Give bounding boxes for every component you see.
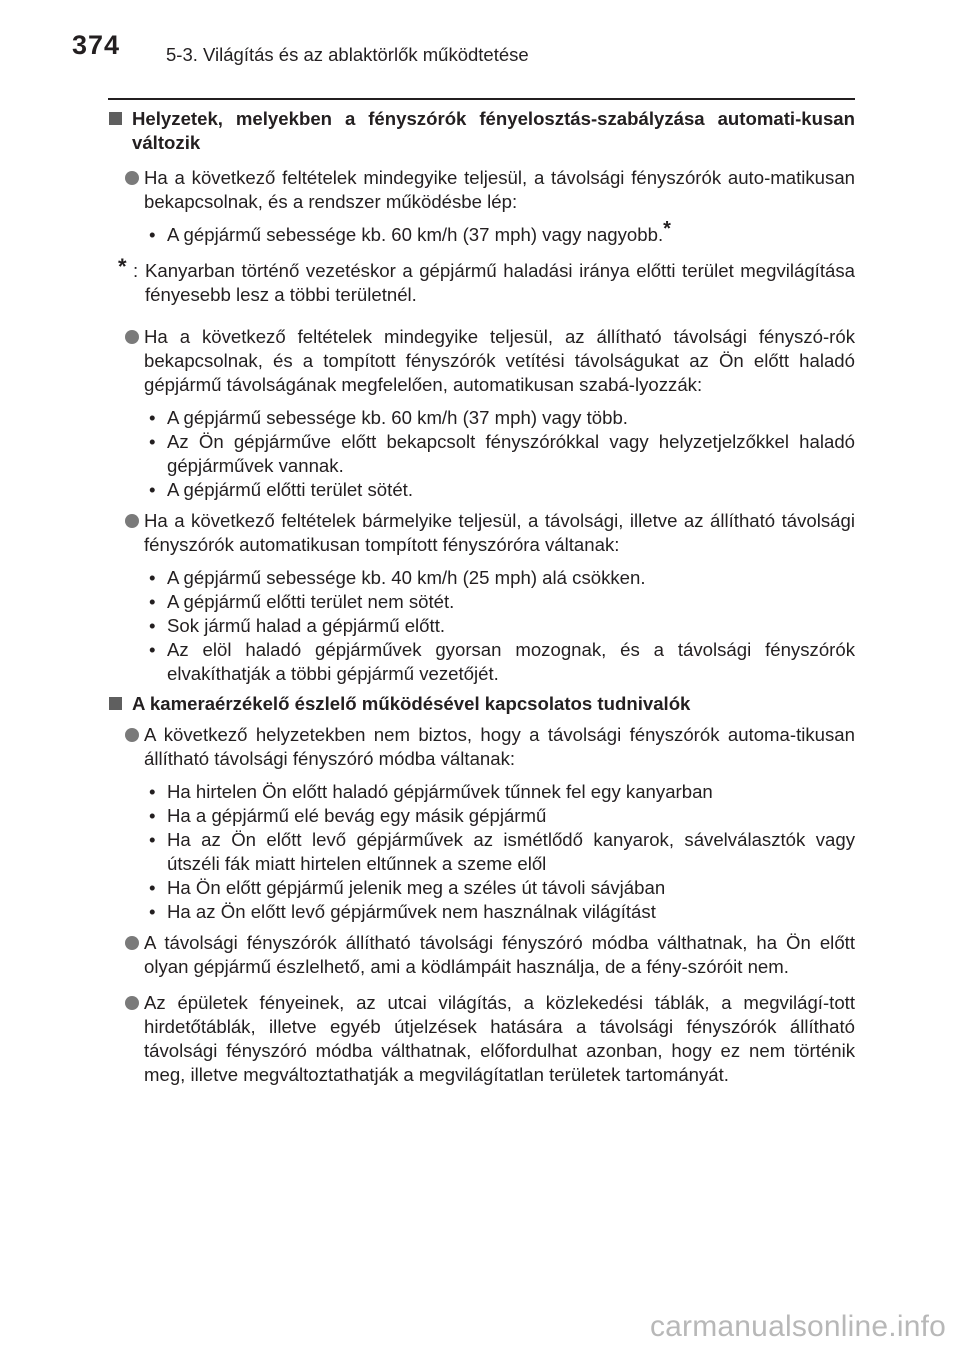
list-item: [107, 218, 855, 247]
bullet-dot-icon: •: [149, 781, 156, 802]
circle-bullet-icon: [125, 936, 139, 950]
circle-item: [107, 723, 855, 771]
bullet-dot-icon: •: [149, 567, 156, 588]
list-item: [107, 566, 855, 590]
bullet-dot-icon: •: [149, 829, 156, 850]
bullet-dot-icon: •: [149, 877, 156, 898]
circle-item-text: Ha a következő feltételek mindegyike teljesül, az állítható távolsági fényszó-rók bekapcsolnak, és a tompított fényszórók vetítési távolságukat az Ön előtt haladó gépjármű távolságának megfelelően, automatikusan szabá-lyozzák:: [144, 326, 855, 395]
footnote-star: *: [118, 254, 127, 279]
circle-item-text: Ha a következő feltételek mindegyike teljesül, a távolsági fényszórók auto-matikusan bekapcsolnak, és a rendszer működésbe lép:: [144, 167, 855, 212]
list-item: [107, 828, 855, 876]
bullet-dot-icon: •: [149, 224, 156, 245]
bullet-list: [107, 218, 855, 247]
list-item: [107, 638, 855, 686]
list-item-text: Ha az Ön előtt levő gépjárművek nem használnak világítást: [167, 901, 656, 922]
footnote-marker: *: [663, 218, 671, 240]
circle-item: [107, 931, 855, 979]
list-item: [107, 478, 855, 502]
list-item-text: A gépjármű sebessége kb. 60 km/h (37 mph) vagy több.: [167, 407, 628, 428]
circle-item-text: A következő helyzetekben nem biztos, hogy a távolsági fényszórók automa-tikusan állítható távolsági fényszóró módba váltanak:: [144, 724, 855, 769]
bullet-dot-icon: •: [149, 805, 156, 826]
circle-item-text: Az épületek fényeinek, az utcai világítás, a közlekedési táblák, a megvilágí-tott hirdetőtáblák, illetve egyéb útjelzések hatására a távolsági fényszórók állítható távolsági fényszóró módba válthatnak, előfordulhat azonban, hogy ez nem történik meg, illetve megváltoztathatják a megvilágítatlan területek tartományát.: [144, 992, 855, 1085]
section-heading: [107, 107, 855, 155]
footnote: [107, 254, 855, 307]
bullet-dot-icon: •: [149, 479, 156, 500]
list-item: [107, 876, 855, 900]
circle-item: [107, 509, 855, 557]
circle-bullet-icon: [125, 514, 139, 528]
list-item: [107, 590, 855, 614]
list-item: [107, 780, 855, 804]
bullet-dot-icon: •: [149, 639, 156, 660]
list-item-text: A gépjármű előtti terület sötét.: [167, 479, 413, 500]
page-content: [107, 107, 855, 1087]
list-item: [107, 406, 855, 430]
list-item-text: Az Ön gépjárműve előtt bekapcsolt fényszórókkal vagy helyzetjelzőkkel haladó gépjárművek vannak.: [167, 431, 855, 476]
list-item-text: Ha hirtelen Ön előtt haladó gépjárművek tűnnek fel egy kanyarban: [167, 781, 713, 802]
bullet-list: [107, 566, 855, 686]
circle-item-text: A távolsági fényszórók állítható távolsági fényszóró módba válthatnak, ha Ön előtt olyan gépjármű észlelhető, ami a ködlámpáit használja, de a fény-szóróit nem.: [144, 932, 855, 977]
bullet-dot-icon: •: [149, 591, 156, 612]
list-item-text: Sok jármű halad a gépjármű előtt.: [167, 615, 446, 636]
section-heading-text: A kameraérzékelő észlelő működésével kapcsolatos tudnivalók: [132, 693, 691, 714]
list-item: [107, 804, 855, 828]
circle-bullet-icon: [125, 171, 139, 185]
chapter-title: 5-3. Világítás és az ablaktörlők működtetése: [166, 44, 529, 65]
list-item: [107, 430, 855, 478]
footnote-text: Kanyarban történő vezetéskor a gépjármű haladási iránya előtti terület megvilágítása fényesebb lesz a többi területnél.: [145, 260, 855, 305]
bullet-list: [107, 406, 855, 502]
page-number: 374: [72, 30, 121, 60]
square-bullet-icon: [109, 112, 122, 125]
circle-item: [107, 991, 855, 1087]
list-item-text: Ha Ön előtt gépjármű jelenik meg a széles út távoli sávjában: [167, 877, 666, 898]
list-item-text: Ha a gépjármű elé bevág egy másik gépjármű: [167, 805, 547, 826]
list-item-text: Ha az Ön előtt levő gépjárművek az ismétlődő kanyarok, sávelválasztók vagy útszéli fák miatt hirtelen eltűnnek a szeme elől: [167, 829, 855, 874]
list-item: [107, 900, 855, 924]
circle-item: [107, 166, 855, 214]
circle-bullet-icon: [125, 330, 139, 344]
square-bullet-icon: [109, 697, 122, 710]
bullet-dot-icon: •: [149, 615, 156, 636]
section-heading: [107, 692, 855, 716]
circle-item-text: Ha a következő feltételek bármelyike teljesül, a távolsági, illetve az állítható távolsági fényszórók automatikusan tompított fényszóróra váltanak:: [144, 510, 855, 555]
bullet-dot-icon: •: [149, 407, 156, 428]
list-item-text: Az elöl haladó gépjárművek gyorsan mozognak, és a távolsági fényszórók elvakíthatják a többi gépjármű vezetőjét.: [167, 639, 855, 684]
circle-item: [107, 325, 855, 397]
circle-bullet-icon: [125, 728, 139, 742]
header-divider: [108, 98, 855, 100]
list-item: [107, 614, 855, 638]
watermark: carmanualsonline.info: [649, 1310, 946, 1343]
bullet-list: [107, 780, 855, 924]
list-item-text: A gépjármű előtti terület nem sötét.: [167, 591, 455, 612]
bullet-dot-icon: •: [149, 901, 156, 922]
bullet-dot-icon: •: [149, 431, 156, 452]
section-heading-text: Helyzetek, melyekben a fényszórók fényelosztás-szabályzása automati-kusan változik: [132, 108, 855, 153]
list-item-text: A gépjármű sebessége kb. 40 km/h (25 mph) alá csökken.: [167, 567, 646, 588]
footnote-colon: :: [133, 260, 139, 281]
circle-bullet-icon: [125, 996, 139, 1010]
list-item-text: A gépjármű sebessége kb. 60 km/h (37 mph) vagy nagyobb.: [167, 224, 664, 245]
